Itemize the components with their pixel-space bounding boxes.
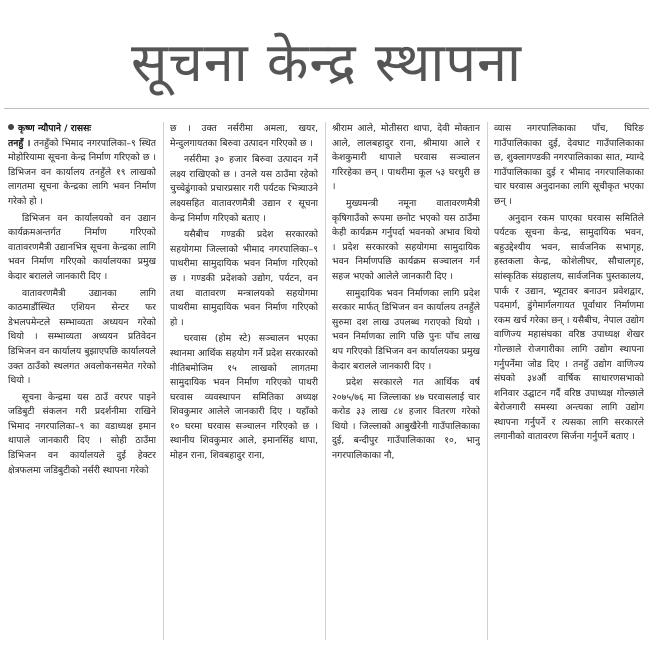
column-separator (163, 122, 164, 640)
article-paragraph: सूचना केन्द्रमा यस ठाउँ वरपर पाइने जडिबुटी संकलन गरी प्रदर्शनीमा राखिने भिमाद नगरपालिका–९ का वडाध्यक्ष इमान थापाले जानकारी दिए । सोही ठाउँमा डिभिजन वन कार्यालयले दुई हेक्टर क्षेत्रफलमा जडिबुटीको नर्सरी स्थापना गरेको (8, 391, 156, 476)
article-column-4 (494, 122, 644, 642)
headline-divider (4, 108, 649, 109)
column-separator (325, 122, 326, 640)
article-paragraph: श्रीराम आले, मोतीसरा थापा, देवी मोक्तान आले, लालबहादुर राना, श्रीमाया आले र केशकुमारी थापाले घरवास सञ्चालन गरिरहेका छन् । पाथरीमा कूल ५३ घरधुरी छ । (332, 123, 480, 193)
article-paragraph: मुख्यमन्त्री नमूना वातावरणमैत्री कृषिगाउँको रूपमा छनोट भएको यस ठाउँमा केही कार्यक्रम गर्नुपर्दा भवनको अभाव थियो । प्रदेश सरकारको सहयोगमा सामुदायिक भवन निर्माणपछि कार्यक्रम सञ्चालन गर्न सहज भएको आलेले जानकारी दिए । (332, 197, 480, 282)
dateline: तनहुँ । (8, 137, 31, 149)
column-separator (487, 122, 488, 640)
article-column-2 (170, 122, 318, 642)
article-paragraph: नर्सरीमा ३० हजार बिरुवा उत्पादन गर्ने लक्ष्य राखिएको छ । उनले यस ठाउँमा रहेको चुच्चेढुंगाको प्रचारप्रसार गरी पर्यटक भित्र्याउने लक्ष्यसहित वातावरणमैत्री उद्यान र सूचना केन्द्र निर्माण गरिएको बताए । (170, 154, 318, 224)
article-paragraph: घरवास (होम स्टे) सञ्चालन भएका स्थानमा आर्थिक सहयोग गर्ने प्रदेश सरकारको नीतिबमोजिम १५ लाखको लागतमा सामुदायिक भवन निर्माण गरिएको पाथरी घरवास व्यवस्थापन समितिका अध्यक्ष शिवकुमार आलेले जानकारी दिए । यहाँको १० घरमा घरवास सञ्चालन गरिएको छ । स्थानीय शिवकुमार आले, इमानसिंह थापा, मोहन राना, शिवबहादुर राना, (170, 333, 318, 462)
article-paragraph: यसैबीच गण्डकी प्रदेश सरकारको सहयोगमा जिल्लाको भीमाद नगरपालिका–९ पाथरीमा सामुदायिक भवन निर्माण गरिएको छ । गण्डकी प्रदेशको उद्योग, पर्यटन, वन तथा वातावरण मन्त्रालयको सहयोगमा पाथरीमा सामुदायिक भवन निर्माण गरिएको हो । (170, 229, 318, 328)
article-paragraph: प्रदेश सरकारले गत आर्थिक वर्ष २०७५/७६ मा जिल्लाका ४७ घरवासलाई चार करोड ३३ लाख ८४ हजार वितरण गरेको थियो । जिल्लाको आबुखैरेनी गाउँपालिकाका दुई, बन्दीपुर गाउँपालिकाका १०, भानु नगरपालिकाका नौ, (332, 377, 480, 462)
byline-paragraph (8, 122, 156, 210)
article-paragraph: अनुदान रकम पाएका घरवास समितिले पर्यटक सूचना केन्द्र, सामुदायिक भवन, बहुउद्देश्यीय भवन, सार्वजनिक सभागृह, हस्तकला केन्द्र, कोशेलीघर, सौचालगृह, सांस्कृतिक संग्रहालय, सार्वजनिक पुस्तकालय, पार्क र उद्यान, भ्यूटावर बनाउन प्रवेशद्वार, पदमार्ग, डुंगेमार्गलगायत पूर्वाधार निर्माणमा रकम खर्च गरेका छन् । यसैबीच, नेपाल उद्योग वाणिज्य महासंघका वरिष्ठ उपाध्यक्ष शेखर गोल्छाले रोजगारीका लागि उद्योग स्थापना गर्नुपर्नेमा जोड दिए । तनहुँ उद्योग वाणिज्य संघको ३४औं वार्षिक साधारणसभाको शनिवार उद्घाटन गर्दै वरिष्ठ उपाध्यक्ष गोल्छाले बेरोजगारी समस्या अन्त्यका लागि उद्योग स्थापना गर्नुपर्ने र त्यसका लागि सरकारले लगानीको वातावरण सिर्जना गर्नुपर्ने बताए । (494, 212, 644, 443)
article-column-1 (8, 122, 156, 642)
article-headline: सूचना केन्द्र स्थापना (131, 31, 522, 94)
article-paragraph: छ । उक्त नर्सरीमा अमला, खयर, मेन्दुलगायतका बिरुवा उत्पादन गरिएको छ । (170, 123, 318, 149)
byline: कृष्ण न्यौपाने / राससः (18, 123, 92, 134)
bullet-icon (8, 124, 14, 130)
article-paragraph: डिभिजन वन कार्यालयको वन उद्यान कार्यक्रमअन्तर्गत निर्माण गरिएको वातावरणमैत्री उद्यानभित्र सूचना केन्द्रका लागि भवन निर्माण गरिएको कार्यालयका प्रमुख केदार बरालले जानकारी दिए । (8, 212, 156, 282)
article-column-3 (332, 122, 480, 642)
article-paragraph: व्यास नगरपालिकाका पाँच, घिरिङ गाउँपालिकाका दुई, देवघाट गाउँपालिकाका छ, शुक्लागण्डकी नगरपालिकाका सात, म्याग्दे गाउँपालिकाका दुई र भीमाद नगरपालिकाका चार घरवास अनुदानका लागि सूचीकृत भएका छन् । (494, 123, 644, 207)
article-paragraph: सामुदायिक भवन निर्माणका लागि प्रदेश सरकार मार्फत् डिभिजन वन कार्यालय तनहुँले सुरुमा दश लाख उपलब्ध गराएको थियो । भवन निर्माणका लागि पछि पुनः पाँच लाख थप गरिएको डिभिजन वन कार्यालयका प्रमुख केदार बरालले जानकारी दिए । (332, 287, 480, 372)
article-paragraph: तनहुँको भिमाद नगरपालिका–९ स्थित मोहोरियामा सूचना केन्द्र निर्माण गरिएको छ । डिभिजन वन कार्यालय तनहुँले १९ लाखको लागतमा सूचना केन्द्रका लागि भवन निर्माण गरेको हो । (8, 137, 156, 207)
article-paragraph: वातावरणमैत्री उद्यानका लागि काठमाडौंस्थित एशियन सेन्टर फर डेभलपमेन्टले सम्भाव्यता अध्ययन गरेको थियो । सम्भाव्यता अध्ययन प्रतिवेदन डिभिजन वन कार्यालय बुझाएपछि कार्यालयले उक्त ठाउँको स्थलगत अवलोकनसमेत गरेको थियो । (8, 287, 156, 387)
